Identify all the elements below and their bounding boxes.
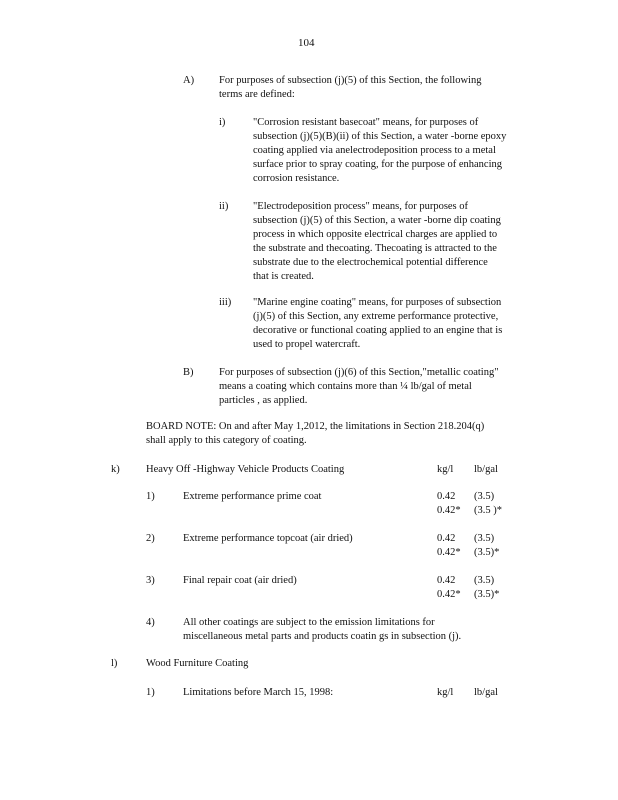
text-line: miscellaneous metal parts and products coatin gs in subsection (j). bbox=[183, 631, 462, 642]
unit-kg-header: kg/l bbox=[437, 687, 454, 698]
unit-kg-header: kg/l bbox=[437, 464, 454, 475]
row-description: Extreme performance prime coat bbox=[183, 491, 322, 502]
row-4-text bbox=[183, 616, 503, 644]
item-iii-label: iii) bbox=[219, 297, 232, 308]
row-number: 3) bbox=[146, 575, 155, 586]
row-number: 1) bbox=[146, 687, 155, 698]
section-a-label: A) bbox=[183, 75, 195, 86]
text-line: "Electrodeposition process" means, for purposes of bbox=[253, 201, 469, 212]
text-line: For purposes of subsection (j)(5) of this Section, the following bbox=[219, 75, 482, 86]
text-line: that is created. bbox=[253, 271, 314, 282]
lb-value: (3.5) bbox=[474, 575, 495, 586]
text-line: "Corrosion resistant basecoat" means, for purposes of bbox=[253, 117, 479, 128]
text-line: means a coating which contains more than ¼ lb/gal of metal bbox=[219, 381, 472, 392]
text-line: For purposes of subsection (j)(6) of this Section,"metallic coating" bbox=[219, 367, 499, 378]
lb-value: (3.5)* bbox=[474, 589, 500, 600]
text-line: terms are defined: bbox=[219, 89, 295, 100]
item-i-label: i) bbox=[219, 117, 226, 128]
text-line: corrosion resistance. bbox=[253, 173, 340, 184]
unit-lb-header: lb/gal bbox=[474, 464, 498, 475]
text-line: shall apply to this category of coating. bbox=[146, 435, 307, 446]
text-line: the substrate and thecoating. Thecoating is attracted to the bbox=[253, 243, 497, 254]
section-b-text bbox=[219, 366, 535, 408]
text-line: process in which opposite electrical charges are applied to bbox=[253, 229, 498, 240]
row-description: Extreme performance topcoat (air dried) bbox=[183, 533, 353, 544]
section-l-title: Wood Furniture Coating bbox=[146, 658, 249, 669]
text-line: subsection (j)(5) of this Section, a water -borne dip coating bbox=[253, 215, 501, 226]
text-line: All other coatings are subject to the emission limitations for bbox=[183, 617, 435, 628]
text-line: substrate due to the electrochemical potential difference bbox=[253, 257, 488, 268]
text-line: particles , as applied. bbox=[219, 395, 308, 406]
lb-value: (3.5) bbox=[474, 491, 495, 502]
unit-lb-header: lb/gal bbox=[474, 687, 498, 698]
row-number: 2) bbox=[146, 533, 155, 544]
text-line: decorative or functional coating applied to an engine that is bbox=[253, 325, 503, 336]
text-line: subsection (j)(5)(B)(ii) of this Section, a water -borne epoxy bbox=[253, 131, 507, 142]
item-ii-text bbox=[253, 200, 539, 284]
lb-value: (3.5 )* bbox=[474, 505, 502, 516]
section-a-text bbox=[219, 74, 515, 102]
text-line: coating applied via anelectrodeposition process to a metal bbox=[253, 145, 496, 156]
section-l-label: l) bbox=[111, 658, 118, 669]
lb-value: (3.5)* bbox=[474, 547, 500, 558]
lb-value: (3.5) bbox=[474, 533, 495, 544]
item-iii-text bbox=[253, 296, 539, 352]
item-ii-label: ii) bbox=[219, 201, 229, 212]
kg-value: 0.42 bbox=[437, 533, 456, 544]
section-k-title: Heavy Off -Highway Vehicle Products Coating bbox=[146, 464, 345, 475]
kg-value: 0.42* bbox=[437, 547, 461, 558]
text-line: used to propel watercraft. bbox=[253, 339, 361, 350]
row-number: 1) bbox=[146, 491, 155, 502]
kg-value: 0.42 bbox=[437, 575, 456, 586]
page-number: 104 bbox=[298, 37, 315, 49]
text-line: BOARD NOTE: On and after May 1,2012, the limitations in Section 218.204(q) bbox=[146, 421, 485, 432]
text-line: "Marine engine coating" means, for purposes of subsection bbox=[253, 297, 502, 308]
kg-value: 0.42* bbox=[437, 505, 461, 516]
kg-value: 0.42 bbox=[437, 491, 456, 502]
section-k-label: k) bbox=[111, 464, 120, 475]
kg-value: 0.42* bbox=[437, 589, 461, 600]
section-b-label: B) bbox=[183, 367, 194, 378]
text-line: (j)(5) of this Section, any extreme performance protective, bbox=[253, 311, 499, 322]
row-number: 4) bbox=[146, 617, 155, 628]
text-line: surface prior to spray coating, for the purpose of enhancing bbox=[253, 159, 502, 170]
item-i-text bbox=[253, 116, 539, 186]
row-description: Final repair coat (air dried) bbox=[183, 575, 297, 586]
board-note bbox=[146, 420, 536, 448]
row-description: Limitations before March 15, 1998: bbox=[183, 687, 334, 698]
